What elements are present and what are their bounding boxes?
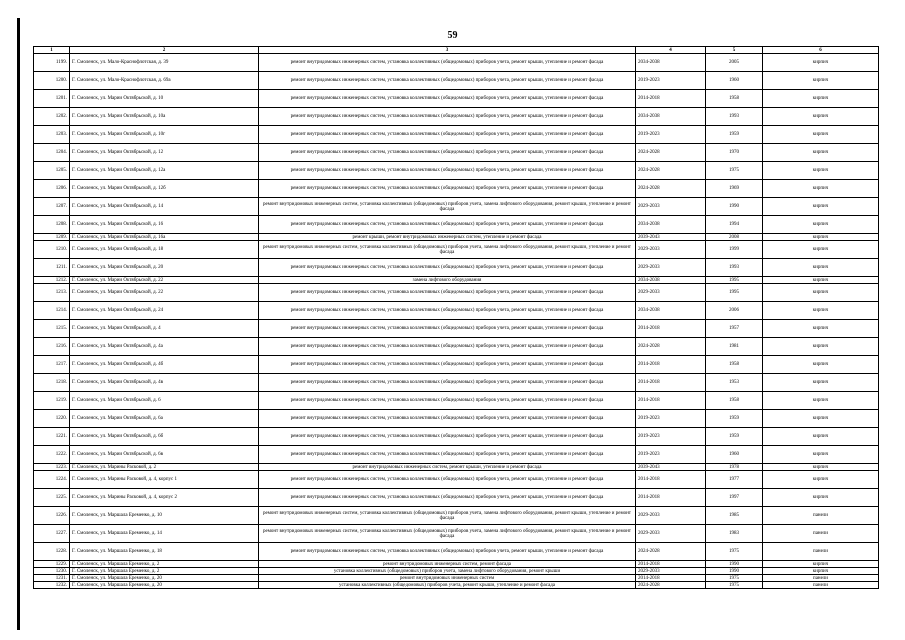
row-number: 1213. <box>34 284 70 302</box>
address-cell: Г. Смоленск, ул. Маршала Еременко, д. 2 <box>70 561 259 568</box>
build-year-cell: 1953 <box>706 374 763 392</box>
build-year-cell: 1981 <box>706 338 763 356</box>
wall-material-cell: кирпич <box>763 302 879 320</box>
address-cell: Г. Смоленск, ул. Маршала Еременко, д. 18 <box>70 543 259 561</box>
period-cell: 2029-2033 <box>636 525 706 543</box>
wall-material-cell: кирпич <box>763 489 879 507</box>
header-row <box>34 47 879 54</box>
build-year-cell: 1957 <box>706 320 763 338</box>
build-year-cell: 1975 <box>706 575 763 582</box>
address-cell: Г. Смоленск, ул. Марии Октябрьской, д. 6в <box>70 446 259 464</box>
period-cell: 2014-2018 <box>636 392 706 410</box>
table-row <box>34 320 879 338</box>
address-cell: Г. Смоленск, ул. Маршала Еременко, д. 10 <box>70 507 259 525</box>
period-cell: 2034-2038 <box>636 216 706 234</box>
row-number: 1224. <box>34 471 70 489</box>
address-cell: Г. Смоленск, ул. Мало-Краснофлотская, д. 69а <box>70 72 259 90</box>
period-cell: 2034-2038 <box>636 108 706 126</box>
wall-material-cell: панели <box>763 507 879 525</box>
work-type-cell: ремонт внутридомовых инженерных систем <box>259 575 636 582</box>
build-year-cell: 1958 <box>706 356 763 374</box>
row-number: 1232. <box>34 582 70 589</box>
wall-material-cell: кирпич <box>763 90 879 108</box>
build-year-cell: 1994 <box>706 216 763 234</box>
address-cell: Г. Смоленск, ул. Марии Октябрьской, д. 10 <box>70 90 259 108</box>
table-row <box>34 162 879 180</box>
build-year-cell: 1999 <box>706 241 763 259</box>
build-year-cell: 1993 <box>706 259 763 277</box>
work-type-cell: ремонт внутридомовых инженерных систем, ремонт крыши, утепление и ремонт фасада <box>259 464 636 471</box>
work-type-cell: ремонт внутридомовых инженерных систем, установка коллективных (общедомовых) приборов учета, ремонт крыши, утепление и ремонт фасада <box>259 320 636 338</box>
period-cell: 2029-2033 <box>636 507 706 525</box>
table-row <box>34 356 879 374</box>
period-cell: 2029-2033 <box>636 241 706 259</box>
period-cell: 2029-2033 <box>636 259 706 277</box>
wall-material-cell: панели <box>763 525 879 543</box>
work-type-cell: ремонт внутридомовых инженерных систем, установка коллективных (общедомовых) приборов учета, ремонт крыши, утепление и ремонт фасада <box>259 180 636 198</box>
period-cell: 2034-2038 <box>636 54 706 72</box>
row-number: 1201. <box>34 90 70 108</box>
build-year-cell: 2008 <box>706 234 763 241</box>
period-cell: 2019-2023 <box>636 446 706 464</box>
row-number: 1228. <box>34 543 70 561</box>
wall-material-cell: панели <box>763 575 879 582</box>
row-number: 1200. <box>34 72 70 90</box>
build-year-cell: 1995 <box>706 284 763 302</box>
work-type-cell: ремонт внутридомовых инженерных систем, установка коллективных (общедомовых) приборов учета, ремонт крыши, утепление и ремонт фасада <box>259 54 636 72</box>
address-cell: Г. Смоленск, ул. Мало-Краснофлотская, д. 39 <box>70 54 259 72</box>
build-year-cell: 1993 <box>706 108 763 126</box>
page-number: 59 <box>447 30 458 41</box>
address-cell: Г. Смоленск, ул. Марии Октябрьской, д. 16 <box>70 216 259 234</box>
build-year-cell: 1960 <box>706 72 763 90</box>
row-number: 1205. <box>34 162 70 180</box>
period-cell: 2019-2023 <box>636 410 706 428</box>
row-number: 1222. <box>34 446 70 464</box>
row-number: 1204. <box>34 144 70 162</box>
build-year-cell: 1975 <box>706 543 763 561</box>
row-number: 1208. <box>34 216 70 234</box>
row-number: 1223. <box>34 464 70 471</box>
wall-material-cell: панели <box>763 543 879 561</box>
address-cell: Г. Смоленск, ул. Марии Октябрьской, д. 22 <box>70 277 259 284</box>
period-cell: 2039-2043 <box>636 234 706 241</box>
build-year-cell: 1970 <box>706 144 763 162</box>
row-number: 1229. <box>34 561 70 568</box>
table-row <box>34 374 879 392</box>
address-cell: Г. Смоленск, ул. Марии Октябрьской, д. 12а <box>70 162 259 180</box>
register-table <box>33 46 879 589</box>
period-cell: 2024-2028 <box>636 543 706 561</box>
address-cell: Г. Смоленск, ул. Марии Октябрьской, д. 12б <box>70 180 259 198</box>
wall-material-cell: кирпич <box>763 284 879 302</box>
wall-material-cell: кирпич <box>763 144 879 162</box>
address-cell: Г. Смоленск, ул. Марии Октябрьской, д. 4 <box>70 320 259 338</box>
table-row <box>34 216 879 234</box>
table-row <box>34 392 879 410</box>
wall-material-cell: кирпич <box>763 54 879 72</box>
build-year-cell: 1959 <box>706 126 763 144</box>
build-year-cell: 1958 <box>706 90 763 108</box>
address-cell: Г. Смоленск, ул. Марии Октябрьской, д. 4а <box>70 338 259 356</box>
work-type-cell: установка коллективных (общедомовых) приборов учета, замена лифтового оборудования, ремонт крыши <box>259 568 636 575</box>
work-type-cell: ремонт внутридомовых инженерных систем, установка коллективных (общедомовых) приборов учета, ремонт крыши, утепление и ремонт фасада <box>259 144 636 162</box>
col-header-4: 4 <box>636 47 706 54</box>
period-cell: 2029-2033 <box>636 284 706 302</box>
table-row <box>34 144 879 162</box>
table-row <box>34 338 879 356</box>
table-row <box>34 428 879 446</box>
period-cell: 2014-2018 <box>636 561 706 568</box>
wall-material-cell: кирпич <box>763 216 879 234</box>
address-cell: Г. Смоленск, ул. Марии Октябрьской, д. 6 <box>70 392 259 410</box>
address-cell: Г. Смоленск, ул. Марии Октябрьской, д. 22 <box>70 284 259 302</box>
period-cell: 2014-2018 <box>636 575 706 582</box>
table-row <box>34 525 879 543</box>
work-type-cell: ремонт внутридомовых инженерных систем, установка коллективных (общедомовых) приборов учета, ремонт крыши, утепление и ремонт фасада <box>259 410 636 428</box>
table-row <box>34 198 879 216</box>
wall-material-cell: кирпич <box>763 338 879 356</box>
address-cell: Г. Смоленск, ул. Маршала Еременко, д. 20 <box>70 582 259 589</box>
address-cell: Г. Смоленск, ул. Марии Октябрьской, д. 6а <box>70 410 259 428</box>
row-number: 1203. <box>34 126 70 144</box>
build-year-cell: 1995 <box>706 277 763 284</box>
table-row <box>34 446 879 464</box>
work-type-cell: ремонт внутридомовых инженерных систем, установка коллективных (общедомовых) приборов учета, ремонт крыши, утепление и ремонт фасада <box>259 126 636 144</box>
build-year-cell: 1960 <box>706 446 763 464</box>
row-number: 1202. <box>34 108 70 126</box>
period-cell: 2014-2018 <box>636 489 706 507</box>
wall-material-cell: кирпич <box>763 126 879 144</box>
wall-material-cell: кирпич <box>763 234 879 241</box>
build-year-cell: 1959 <box>706 428 763 446</box>
build-year-cell: 1959 <box>706 410 763 428</box>
table-row <box>34 108 879 126</box>
address-cell: Г. Смоленск, ул. Маршала Еременко, д. 14 <box>70 525 259 543</box>
build-year-cell: 2005 <box>706 54 763 72</box>
work-type-cell: ремонт внутридомовых инженерных систем, установка коллективных (общедомовых) приборов учета, ремонт крыши, утепление и ремонт фасада <box>259 216 636 234</box>
table-row <box>34 259 879 277</box>
table-row <box>34 54 879 72</box>
work-type-cell: ремонт внутридомовых инженерных систем, установка коллективных (общедомовых) приборов учета, ремонт крыши, утепление и ремонт фасада <box>259 374 636 392</box>
period-cell: 2014-2018 <box>636 90 706 108</box>
address-cell: Г. Смоленск, ул. Марины Расковой, д. 4, корпус 1 <box>70 471 259 489</box>
address-cell: Г. Смоленск, ул. Марии Октябрьской, д. 4в <box>70 374 259 392</box>
wall-material-cell: кирпич <box>763 72 879 90</box>
period-cell: 2024-2028 <box>636 162 706 180</box>
row-number: 1220. <box>34 410 70 428</box>
period-cell: 2014-2018 <box>636 356 706 374</box>
work-type-cell: ремонт внутридомовых инженерных систем, установка коллективных (общедомовых) приборов учета, ремонт крыши, утепление и ремонт фасада <box>259 428 636 446</box>
row-number: 1221. <box>34 428 70 446</box>
period-cell: 2019-2023 <box>636 72 706 90</box>
address-cell: Г. Смоленск, ул. Марины Расковой, д. 4, корпус 2 <box>70 489 259 507</box>
row-number: 1215. <box>34 320 70 338</box>
table-row <box>34 302 879 320</box>
table-row <box>34 543 879 561</box>
work-type-cell: ремонт внутридомовых инженерных систем, установка коллективных (общедомовых) приборов учета, ремонт крыши, утепление и ремонт фасада <box>259 162 636 180</box>
row-number: 1227. <box>34 525 70 543</box>
address-cell: Г. Смоленск, ул. Маршала Еременко, д. 2 <box>70 568 259 575</box>
work-type-cell: ремонт внутридомовых инженерных систем, установка коллективных (общедомовых) приборов учета, замена лифтового оборудования, ремонт крыши, утепление и ремонт фасада <box>259 507 636 525</box>
work-type-cell: ремонт крыши, ремонт внутридомовых инженерных систем, утепление и ремонт фасада <box>259 234 636 241</box>
table-row <box>34 489 879 507</box>
wall-material-cell: кирпич <box>763 561 879 568</box>
table-row <box>34 568 879 575</box>
address-cell: Г. Смоленск, ул. Марии Октябрьской, д. 4б <box>70 356 259 374</box>
row-number: 1231. <box>34 575 70 582</box>
row-number: 1218. <box>34 374 70 392</box>
wall-material-cell: кирпич <box>763 180 879 198</box>
table-row <box>34 582 879 589</box>
row-number: 1214. <box>34 302 70 320</box>
row-number: 1210. <box>34 241 70 259</box>
build-year-cell: 1990 <box>706 568 763 575</box>
period-cell: 2039-2043 <box>636 464 706 471</box>
wall-material-cell: панели <box>763 582 879 589</box>
col-header-3: 3 <box>259 47 636 54</box>
table-row <box>34 277 879 284</box>
wall-material-cell: кирпич <box>763 568 879 575</box>
period-cell: 2034-2038 <box>636 302 706 320</box>
period-cell: 2014-2018 <box>636 320 706 338</box>
table-row <box>34 464 879 471</box>
row-number: 1209. <box>34 234 70 241</box>
work-type-cell: ремонт внутридомовых инженерных систем, установка коллективных (общедомовых) приборов учета, ремонт крыши, утепление и ремонт фасада <box>259 72 636 90</box>
table-row <box>34 561 879 568</box>
work-type-cell: замена лифтового оборудования <box>259 277 636 284</box>
row-number: 1199. <box>34 54 70 72</box>
wall-material-cell: кирпич <box>763 374 879 392</box>
work-type-cell: ремонт внутридомовых инженерных систем, установка коллективных (общедомовых) приборов учета, ремонт крыши, утепление и ремонт фасада <box>259 543 636 561</box>
table-row <box>34 471 879 489</box>
address-cell: Г. Смоленск, ул. Марии Октябрьской, д. 14 <box>70 198 259 216</box>
work-type-cell: ремонт внутридомовых инженерных систем, установка коллективных (общедомовых) приборов учета, ремонт крыши, утепление и ремонт фасада <box>259 90 636 108</box>
address-cell: Г. Смоленск, ул. Марии Октябрьской, д. 6б <box>70 428 259 446</box>
table-row <box>34 284 879 302</box>
work-type-cell: ремонт внутридомовых инженерных систем, установка коллективных (общедомовых) приборов учета, ремонт крыши, утепление и ремонт фасада <box>259 284 636 302</box>
wall-material-cell: кирпич <box>763 320 879 338</box>
wall-material-cell: кирпич <box>763 108 879 126</box>
work-type-cell: ремонт внутридомовых инженерных систем, установка коллективных (общедомовых) приборов учета, замена лифтового оборудования, ремонт крыши, утепление и ремонт фасада <box>259 241 636 259</box>
build-year-cell: 1977 <box>706 471 763 489</box>
row-number: 1206. <box>34 180 70 198</box>
wall-material-cell: кирпич <box>763 198 879 216</box>
wall-material-cell: кирпич <box>763 471 879 489</box>
wall-material-cell: кирпич <box>763 259 879 277</box>
build-year-cell: 1997 <box>706 489 763 507</box>
table-row <box>34 234 879 241</box>
address-cell: Г. Смоленск, ул. Марии Октябрьской, д. 10г <box>70 126 259 144</box>
period-cell: 2024-2028 <box>636 582 706 589</box>
table-body <box>34 54 879 589</box>
build-year-cell: 1978 <box>706 464 763 471</box>
col-header-2: 2 <box>70 47 259 54</box>
wall-material-cell: кирпич <box>763 277 879 284</box>
table-row <box>34 72 879 90</box>
wall-material-cell: кирпич <box>763 162 879 180</box>
wall-material-cell: кирпич <box>763 241 879 259</box>
address-cell: Г. Смоленск, ул. Марии Октябрьской, д. 18 <box>70 241 259 259</box>
period-cell: 2024-2028 <box>636 180 706 198</box>
work-type-cell: ремонт внутридомовых инженерных систем, установка коллективных (общедомовых) приборов учета, ремонт крыши, утепление и ремонт фасада <box>259 259 636 277</box>
address-cell: Г. Смоленск, ул. Марины Расковой, д. 2 <box>70 464 259 471</box>
table-row <box>34 410 879 428</box>
address-cell: Г. Смоленск, ул. Марии Октябрьской, д. 24 <box>70 302 259 320</box>
wall-material-cell: кирпич <box>763 356 879 374</box>
work-type-cell: ремонт внутридомовых инженерных систем, установка коллективных (общедомовых) приборов учета, ремонт крыши, утепление и ремонт фасада <box>259 446 636 464</box>
table-row <box>34 90 879 108</box>
table-row <box>34 126 879 144</box>
address-cell: Г. Смоленск, ул. Марии Октябрьской, д. 10а <box>70 108 259 126</box>
period-cell: 2014-2018 <box>636 374 706 392</box>
work-type-cell: ремонт внутридомовых инженерных систем, установка коллективных (общедомовых) приборов учета, ремонт крыши, утепление и ремонт фасада <box>259 302 636 320</box>
work-type-cell: ремонт внутридомовых инженерных систем, установка коллективных (общедомовых) приборов учета, ремонт крыши, утепление и ремонт фасада <box>259 489 636 507</box>
address-cell: Г. Смоленск, ул. Марии Октябрьской, д. 20 <box>70 259 259 277</box>
table-row <box>34 180 879 198</box>
row-number: 1207. <box>34 198 70 216</box>
build-year-cell: 1990 <box>706 561 763 568</box>
address-cell: Г. Смоленск, ул. Марии Октябрьской, д. 12 <box>70 144 259 162</box>
build-year-cell: 1975 <box>706 162 763 180</box>
wall-material-cell: кирпич <box>763 464 879 471</box>
left-margin-line <box>17 18 20 630</box>
build-year-cell: 1983 <box>706 525 763 543</box>
build-year-cell: 1958 <box>706 392 763 410</box>
row-number: 1226. <box>34 507 70 525</box>
row-number: 1211. <box>34 259 70 277</box>
wall-material-cell: кирпич <box>763 392 879 410</box>
period-cell: 2029-2033 <box>636 198 706 216</box>
work-type-cell: ремонт внутридомовых инженерных систем, установка коллективных (общедомовых) приборов учета, ремонт крыши, утепление и ремонт фасада <box>259 338 636 356</box>
row-number: 1217. <box>34 356 70 374</box>
work-type-cell: ремонт внутридомовых инженерных систем, установка коллективных (общедомовых) приборов учета, ремонт крыши, утепление и ремонт фасада <box>259 471 636 489</box>
work-type-cell: ремонт внутридомовых инженерных систем, ремонт фасада <box>259 561 636 568</box>
row-number: 1216. <box>34 338 70 356</box>
work-type-cell: ремонт внутридомовых инженерных систем, установка коллективных (общедомовых) приборов учета, ремонт крыши, утепление и ремонт фасада <box>259 356 636 374</box>
wall-material-cell: кирпич <box>763 428 879 446</box>
period-cell: 2019-2023 <box>636 126 706 144</box>
table-row <box>34 575 879 582</box>
row-number: 1212. <box>34 277 70 284</box>
period-cell: 2014-2018 <box>636 471 706 489</box>
col-header-6: 6 <box>763 47 879 54</box>
period-cell: 2034-2038 <box>636 277 706 284</box>
table-row <box>34 507 879 525</box>
col-header-5: 5 <box>706 47 763 54</box>
col-header-1: 1 <box>34 47 70 54</box>
work-type-cell: установка коллективных (общедомовых) приборов учета, ремонт крыши, утепление и ремонт фасада <box>259 582 636 589</box>
period-cell: 2024-2028 <box>636 338 706 356</box>
row-number: 1225. <box>34 489 70 507</box>
period-cell: 2024-2028 <box>636 144 706 162</box>
address-cell: Г. Смоленск, ул. Маршала Еременко, д. 20 <box>70 575 259 582</box>
build-year-cell: 1990 <box>706 198 763 216</box>
period-cell: 2019-2023 <box>636 428 706 446</box>
build-year-cell: 1969 <box>706 180 763 198</box>
build-year-cell: 1985 <box>706 507 763 525</box>
wall-material-cell: кирпич <box>763 446 879 464</box>
build-year-cell: 2006 <box>706 302 763 320</box>
work-type-cell: ремонт внутридомовых инженерных систем, установка коллективных (общедомовых) приборов учета, ремонт крыши, утепление и ремонт фасада <box>259 108 636 126</box>
work-type-cell: ремонт внутридомовых инженерных систем, установка коллективных (общедомовых) приборов учета, замена лифтового оборудования, ремонт крыши, утепление и ремонт фасада <box>259 525 636 543</box>
build-year-cell: 1975 <box>706 582 763 589</box>
work-type-cell: ремонт внутридомовых инженерных систем, установка коллективных (общедомовых) приборов учета, ремонт крыши, утепление и ремонт фасада <box>259 392 636 410</box>
row-number: 1230. <box>34 568 70 575</box>
row-number: 1219. <box>34 392 70 410</box>
address-cell: Г. Смоленск, ул. Марии Октябрьской, д. 16а <box>70 234 259 241</box>
table-row <box>34 241 879 259</box>
wall-material-cell: кирпич <box>763 410 879 428</box>
work-type-cell: ремонт внутридомовых инженерных систем, установка коллективных (общедомовых) приборов учета, замена лифтового оборудования, ремонт крыши, утепление и ремонт фасада <box>259 198 636 216</box>
period-cell: 2029-2033 <box>636 568 706 575</box>
